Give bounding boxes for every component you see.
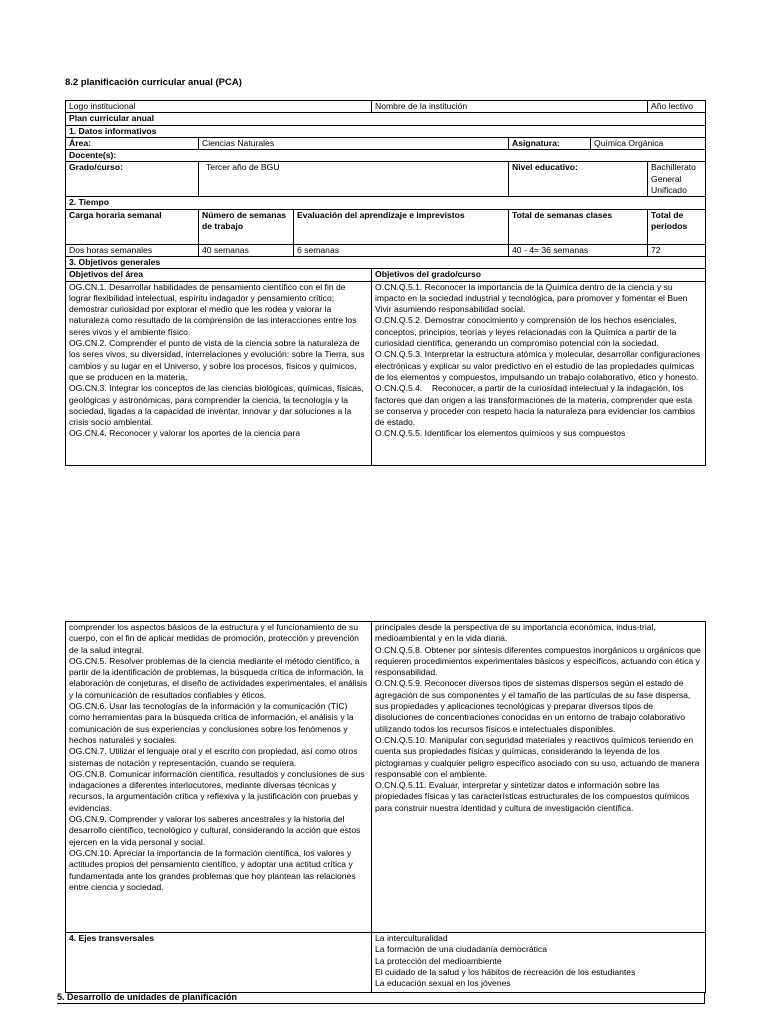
tiempo-value-evaluacion: 6 semanas <box>294 244 509 256</box>
institution-cell: Nombre de la institución <box>372 101 648 113</box>
ejes-list: La interculturalidad La formación de una ciudadanía democrática La protección del medioambiente El cuidado de la salud y los hábitos de recreación de los estudiantes La educación sexual en los jóvenes <box>372 933 706 993</box>
tiempo-value-carga: Dos horas semanales <box>66 244 199 256</box>
tiempo-value-total-periodos: 72 <box>648 244 706 256</box>
area-value: Ciencias Naturales <box>199 137 509 149</box>
tiempo-value-total-semanas: 40 - 4= 36 semanas <box>509 244 648 256</box>
objetivos-area-text-continued: comprender los aspectos básicos de la estructura y el funcionamiento de su cuerpo, con el fin de aplicar medidas de promoción, protección y prevención de la salud integral. OG.CN.5. Resolver problemas de la ciencia mediante el método científico, a partir de la identificación de problemas, la búsqueda crítica de información, la elaboración de conjeturas, el diseño de actividades experimentales, el análisis y la comunicación de resultados confiables y éticos. OG.CN.6. Usar las tecnologías de la información y la comunicación (TIC) como herramientas para la búsqueda crítica de información, el análisis y la comunicación de sus experiencias y conclusiones sobre los fenómenos y hechos naturales y sociales. OG.CN.7. Utilizar el lenguaje oral y el escrito con propiedad, así como otros sistemas de notación y representación, cuando se requiera. OG.CN.8. Comunicar información científica, resultados y conclusiones de sus indagaciones a diferentes interlocutores, mediante diversas técnicas y recursos, la argumentación crítica y reflexiva y la justificación con pruebas y evidencias. OG.CN.9. Comprender y valorar los saberes ancestrales y la historia del desarrollo científico, tecnológico y cultural, considerando la acción que estos ejercen en la vida personal y social. OG.CN.10. Apreciar la importancia de la formación científica, los valores y actitudes propios del pensamiento científico, y adoptar una actitud crítica y fundamentada ante los grandes problemas que hoy plantean las relaciones entre ciencia y sociedad. <box>66 622 372 933</box>
year-cell: Año lectivo <box>648 101 706 113</box>
tiempo-header-semanas: Número de semanas de trabajo <box>199 209 294 244</box>
tiempo-value-semanas: 40 semanas <box>199 244 294 256</box>
tiempo-header-total-semanas: Total de semanas clases <box>509 209 648 244</box>
section-heading: 8.2 planificación curricular anual (PCA) <box>65 77 242 88</box>
objetivos-grado-text: O.CN.Q.5.1. Reconocer la importancia de la Química dentro de la ciencia y su impacto en la sociedad industrial y tecnológica, para promover y fomentar el Buen Vivir asumiendo responsabilidad social. O.CN.Q.5.2. Demostrar conocimiento y comprensión de los hechos esenciales, conceptos, principios, teorías y leyes relacionadas con la Química a partir de la curiosidad científica, generando un compromiso potencial con la sociedad. O.CN.Q.5.3. Interpretar la estructura atómica y molecular, desarrollar configuraciones electrónicas y explicar su valor predictivo en el estudio de las propiedades químicas de los elementos y compuestos, impulsando un trabajo colaborativo, ético y honesto. O.CN.Q.5.4. Reconocer, a partir de la curiosidad intelectual y la indagación, los factores que dan origen a las transformaciones de la materia, comprender que esta se conserva y proceder con respeto hacia la naturaleza para evidenciar los cambios de estado. O.CN.Q.5.5. Identificar los elementos químicos y sus compuestos <box>372 281 706 465</box>
asignatura-value: Química Orgánica <box>591 137 706 149</box>
nivel-label: Nivel educativo: <box>509 162 648 197</box>
tiempo-header-total-periodos: Total de períodos <box>648 209 706 244</box>
pca-table-page1 <box>65 100 706 466</box>
grado-value: Tercer año de BGU <box>199 162 509 197</box>
objetivos-section-title: 3. Objetivos generales <box>66 256 706 268</box>
area-label: Área: <box>66 137 199 149</box>
tiempo-section-title: 2. Tiempo <box>66 197 706 209</box>
objetivos-area-text: OG.CN.1. Desarrollar habilidades de pensamiento científico con el fin de lograr flexibilidad intelectual, espíritu indagador y pensamiento crítico; demostrar curiosidad por explorar el medio que les rodea y valorar la naturaleza como resultado de la comprensión de las interacciones entre los seres vivos y el ambiente físico. OG.CN.2. Comprender el punto de vista de la ciencia sobre la naturaleza de los seres vivos, su diversidad, interrelaciones y evolución; sobre la Tierra, sus cambios y su lugar en el Universo, y sobre los procesos, físicos y químicos, que se producen en la materia. OG.CN.3. Integrar los conceptos de las ciencias biológicas, químicas, físicas, geológicas y astronómicas, para comprender la ciencia, la tecnología y la sociedad, ligadas a la capacidad de inventar, innovar y dar soluciones a la crisis socio ambiental. OG.CN.4. Reconocer y valorar los aportes de la ciencia para <box>66 281 372 465</box>
asignatura-label: Asignatura: <box>509 137 591 149</box>
ejes-section-title: 4. Ejes transversales <box>66 933 372 993</box>
nivel-value: Bachillerato General Unificado <box>648 162 706 197</box>
objetivos-grado-header: Objetivos del grado/curso <box>372 269 706 281</box>
plan-title: Plan curricular anual <box>66 113 706 125</box>
datos-section-title: 1. Datos informativos <box>66 125 706 137</box>
trailer-edge <box>704 992 705 1003</box>
pca-table-page2 <box>65 621 706 993</box>
logo-cell: Logo institucional <box>66 101 372 113</box>
tiempo-header-carga: Carga horaria semanal <box>66 209 199 244</box>
unidades-section-title: 5. Desarrollo de unidades de planificación <box>57 992 238 1002</box>
trailer-rule <box>57 1003 705 1004</box>
objetivos-area-header: Objetivos del área <box>66 269 372 281</box>
grado-label: Grado/curso: <box>66 162 199 197</box>
docente-label: Docente(s): <box>66 150 706 162</box>
objetivos-grado-text-continued: principales desde la perspectiva de su importancia económica, indus-trial, medioambiental y en la vida diaria. O.CN.Q.5.8. Obtener por síntesis diferentes compuestos inorgánicos u orgánicos que requieren procedimientos experimentales básicos y específicos, actuando con ética y responsabilidad. O.CN.Q.5.9. Reconocer diversos tipos de sistemas dispersos según el estado de agregación de sus componentes y el tamaño de las partículas de su fase dispersa, sus propiedades y aplicaciones tecnológicas y preparar diversos tipos de disoluciones de concentraciones conocidas en un entorno de trabajo colaborativo utilizando todos los recursos físicos e intelectuales disponibles. O.CN.Q.5.10. Manipular con seguridad materiales y reactivos químicos teniendo en cuenta sus propiedades físicas y químicas, considerando la leyenda de los pictogramas y cualquier peligro específico asociado con su uso, actuando de manera responsable con el ambiente. O.CN.Q.5.11. Evaluar, interpretar y sintetizar datos e información sobre las propiedades físicas y las características estructurales de los compuestos químicos para construir nuestra identidad y cultura de investigación científica. <box>372 622 706 933</box>
tiempo-header-evaluacion: Evaluación del aprendizaje e imprevistos <box>294 209 509 244</box>
